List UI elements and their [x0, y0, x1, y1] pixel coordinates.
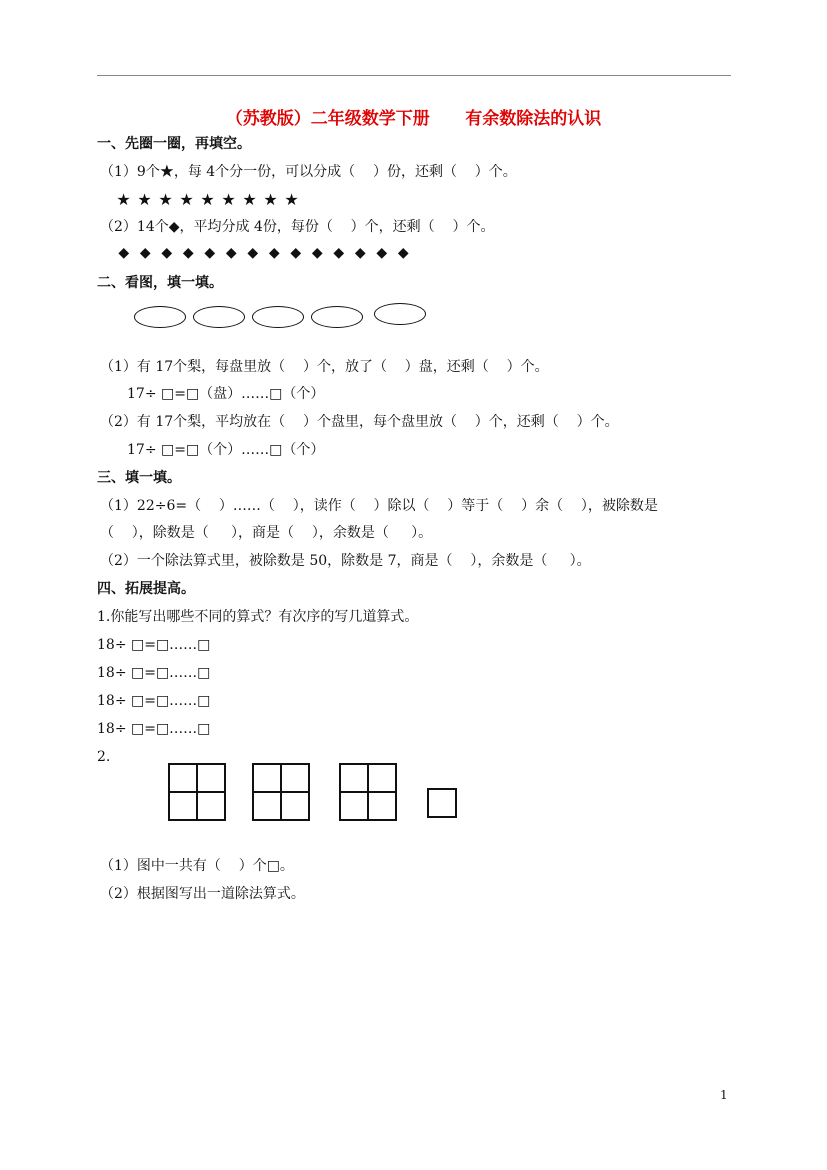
s4-question-2: （2）根据图写出一道除法算式。 — [100, 886, 305, 902]
s2-equation-1: 17÷ □=□（盘）……□（个） — [127, 386, 325, 402]
s2-question-2: （2）有 17个梨，平均放在（ ）个盘里，每个盘里放（ ）个，还剩（ ）个。 — [100, 414, 619, 430]
s4-question-1: （1）图中一共有（ ）个□。 — [100, 858, 294, 874]
star-icon: ★ — [263, 190, 278, 209]
s4-problem-1: 1.你能写出哪些不同的算式？有次序的写几道算式。 — [97, 609, 419, 625]
diamond-icon: ◆ — [376, 245, 388, 261]
diamond-icon: ◆ — [182, 245, 194, 261]
star-icon: ★ — [158, 190, 173, 209]
diamond-icon: ◆ — [225, 245, 237, 261]
header-rule — [97, 75, 731, 76]
diamond-icon: ◆ — [311, 245, 323, 261]
star-icon: ★ — [179, 190, 194, 209]
star-icon: ★ — [137, 190, 152, 209]
s2-question-1: （1）有 17个梨，每盘里放（ ）个，放了（ ）盘，还剩（ ）个。 — [100, 359, 549, 375]
s4-equation-4: 18÷ □=□……□ — [97, 721, 211, 737]
diamond-icon: ◆ — [290, 245, 302, 261]
s3-question-2: （2）一个除法算式里，被除数是 50，除数是 7，商是（ ），余数是（ ）。 — [100, 553, 591, 569]
diamond-icon: ◆ — [268, 245, 280, 261]
section-4-heading: 四、拓展提高。 — [97, 581, 195, 597]
plate-oval-5 — [374, 303, 426, 325]
diamond-icon: ◆ — [204, 245, 216, 261]
page-title: （苏教版）二年级数学下册 有余数除法的认识 — [225, 109, 602, 129]
s1-question-2: （2）14个◆，平均分成 4份，每份（ ）个，还剩（ ）个。 — [100, 219, 495, 235]
section-2-heading: 二、看图，填一填。 — [97, 275, 223, 291]
star-icon: ★ — [116, 190, 131, 209]
s3-question-1-line-1: （1）22÷6=（ ）……（ ），读作（ ）除以（ ）等于（ ）余（ ），被除数是 — [100, 498, 658, 514]
plate-oval-1 — [134, 306, 186, 328]
star-icon: ★ — [221, 190, 236, 209]
s2-equation-2: 17÷ □=□（个）……□（个） — [127, 442, 325, 458]
diamond-icon: ◆ — [333, 245, 345, 261]
square-grid-3 — [339, 763, 397, 821]
diamonds-row — [113, 245, 414, 261]
s4-problem-2: 2. — [97, 749, 111, 765]
section-1-heading: 一、先圈一圈，再填空。 — [97, 136, 251, 152]
square-grid-1 — [168, 763, 226, 821]
diamond-icon: ◆ — [161, 245, 173, 261]
section-3-heading: 三、填一填。 — [97, 470, 181, 486]
single-square — [427, 788, 457, 818]
s4-equation-1: 18÷ □=□……□ — [97, 637, 211, 653]
star-icon: ★ — [200, 190, 215, 209]
s3-question-1-line-2: （ ），除数是（ ），商是（ ），余数是（ ）。 — [100, 525, 433, 541]
diamond-icon: ◆ — [118, 245, 130, 261]
s4-equation-2: 18÷ □=□……□ — [97, 665, 211, 681]
stars-row — [113, 190, 302, 209]
s4-equation-3: 18÷ □=□……□ — [97, 693, 211, 709]
plate-oval-3 — [252, 306, 304, 328]
page-number: 1 — [720, 1088, 728, 1102]
diamond-icon: ◆ — [397, 245, 409, 261]
plate-oval-2 — [193, 306, 245, 328]
diamond-icon: ◆ — [354, 245, 366, 261]
star-icon: ★ — [242, 190, 257, 209]
plate-oval-4 — [311, 306, 363, 328]
diamond-icon: ◆ — [247, 245, 259, 261]
s1-question-1: （1）9个★，每 4个分一份，可以分成（ ）份，还剩（ ）个。 — [100, 164, 517, 180]
diamond-icon: ◆ — [139, 245, 151, 261]
star-icon: ★ — [284, 190, 299, 209]
square-grid-2 — [252, 763, 310, 821]
